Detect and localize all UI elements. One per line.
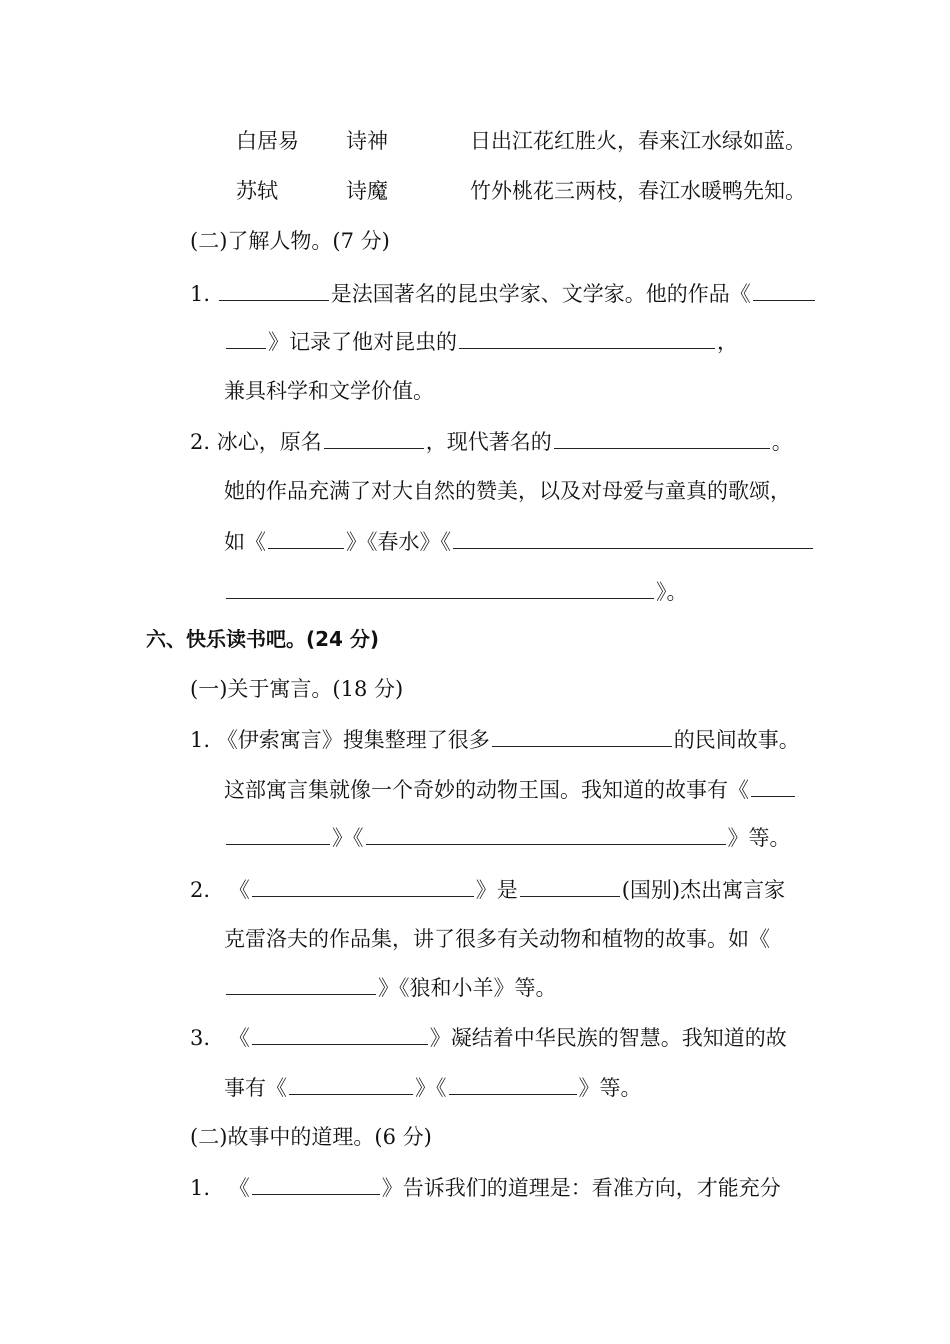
poet-verse-1: 日出江花红胜火，春来江水绿如蓝。: [470, 129, 806, 153]
answer-blank[interactable]: [252, 1022, 428, 1045]
question-number: 2.: [190, 878, 211, 902]
answer-blank[interactable]: [459, 326, 715, 349]
answer-blank[interactable]: [366, 822, 726, 845]
question-number: 1.: [190, 1176, 211, 1200]
section6-sub1: (一)关于寓言。(18 分): [190, 677, 404, 701]
answer-blank[interactable]: [252, 1172, 380, 1195]
answer-blank[interactable]: [492, 724, 672, 747]
s6-q2-line2: 克雷洛夫的作品集，讲了很多有关动物和植物的故事。如《: [224, 927, 770, 951]
part2-q1-line1: 1. 是法国著名的昆虫学家、文学家。他的作品《: [190, 278, 817, 308]
part2-q2-line1: 2. 冰心，原名 ，现代著名的 。: [190, 426, 793, 456]
part2-q2-line2: 她的作品充满了对大自然的赞美，以及对母爱与童真的歌颂，: [224, 479, 791, 503]
s6-q1-line1: 1. 《伊索寓言》搜集整理了很多 的民间故事。: [190, 724, 800, 754]
answer-blank[interactable]: [252, 874, 474, 897]
part2-q2-line4: 》。: [224, 576, 688, 606]
part2-heading: (二)了解人物。(7 分): [190, 229, 390, 253]
section6-sub2: (二)故事中的道理。(6 分): [190, 1125, 432, 1149]
answer-blank[interactable]: [753, 278, 815, 301]
part2-q1-line3: 兼具科学和文学价值。: [224, 379, 434, 403]
answer-blank[interactable]: [226, 972, 376, 995]
answer-blank[interactable]: [324, 426, 424, 449]
s6-q3-line2: 事有《 》《 》等。: [224, 1072, 642, 1102]
question-number: 2.: [190, 430, 211, 454]
part2-q1-line2: 》记录了他对昆虫的 ，: [224, 326, 738, 356]
answer-blank[interactable]: [226, 576, 654, 599]
answer-blank[interactable]: [520, 874, 620, 897]
s6-q2-line3: 》《狼和小羊》等。: [224, 972, 557, 1002]
question-number: 3.: [190, 1026, 211, 1050]
poet-name-1: 白居易: [236, 129, 299, 153]
s6-q4-line1: 1. 《 》告诉我们的道理是：看准方向，才能充分: [190, 1172, 781, 1202]
s6-q1-line3: 》《 》等。: [224, 822, 791, 852]
poet-title-1: 诗神: [346, 129, 388, 153]
poet-name-2: 苏轼: [236, 179, 278, 203]
answer-blank[interactable]: [751, 774, 795, 797]
question-number: 1.: [190, 728, 211, 752]
section6-heading: 六、快乐读书吧。(24 分): [146, 627, 380, 651]
poet-title-2: 诗魔: [346, 179, 388, 203]
answer-blank[interactable]: [554, 426, 770, 449]
question-number: 1.: [190, 282, 211, 306]
answer-blank[interactable]: [226, 326, 266, 349]
s6-q2-line1: 2. 《 》是 (国别)杰出寓言家: [190, 874, 785, 904]
s6-q1-line2: 这部寓言集就像一个奇妙的动物王国。我知道的故事有《: [224, 774, 797, 804]
s6-q3-line1: 3. 《 》凝结着中华民族的智慧。我知道的故: [190, 1022, 787, 1052]
answer-blank[interactable]: [289, 1072, 413, 1095]
answer-blank[interactable]: [453, 526, 813, 549]
answer-blank[interactable]: [449, 1072, 577, 1095]
poet-verse-2: 竹外桃花三两枝，春江水暖鸭先知。: [470, 179, 806, 203]
answer-blank[interactable]: [268, 526, 344, 549]
part2-q2-line3: 如《 》《春水》《: [224, 526, 815, 556]
answer-blank[interactable]: [219, 278, 329, 301]
answer-blank[interactable]: [226, 822, 330, 845]
